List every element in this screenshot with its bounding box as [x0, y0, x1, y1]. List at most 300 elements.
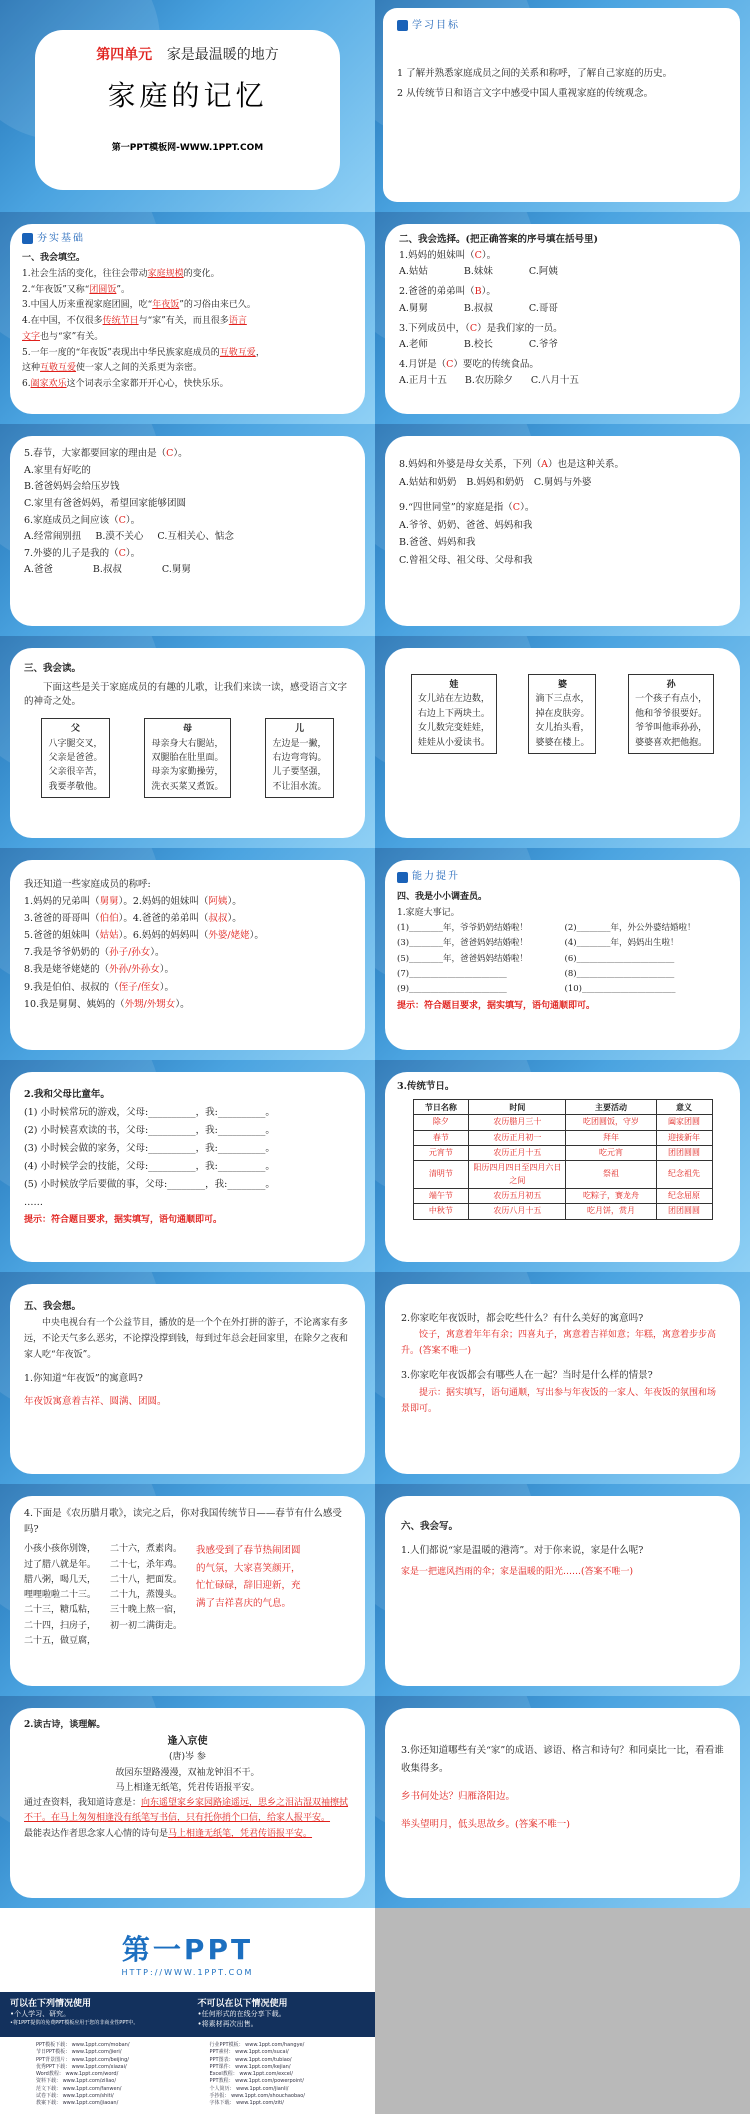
think-card	[10, 1284, 365, 1474]
poem-title: 逢入京使	[167, 1736, 208, 1748]
resource-link[interactable]: 教案下载： www.1ppt.com/jiaoan/	[36, 2100, 119, 2106]
link-columns	[0, 2042, 375, 2107]
rhyme-line: 洗衣买菜又煮饭。	[151, 781, 224, 792]
question	[399, 499, 726, 517]
question-line	[22, 314, 353, 330]
option: A.姑姑和奶奶	[399, 476, 457, 488]
slide-cover	[0, 0, 375, 212]
answer: C	[118, 514, 126, 526]
answer: 提示：据实填写，语句通顺，写出参与年夜饭的一家人、年夜饭的氛围和场景即可。	[401, 1387, 717, 1414]
event-line: (1)________年，爷爷奶奶结婚啦！	[397, 923, 529, 934]
resource-link[interactable]: 优秀PPT下载： www.1ppt.com/xiazai/	[36, 2063, 127, 2070]
answer: 饺子，寓意着年年有余；四喜丸子，寓意着吉祥如意；年糕，寓意着步步高升。(答案不唯一)	[401, 1330, 717, 1357]
section-tag	[397, 18, 460, 34]
q-text: 这个词表示全家都开开心心，快快乐乐。	[66, 379, 229, 389]
cover-card	[35, 30, 340, 190]
slide-poem	[0, 1696, 375, 1908]
rhyme-line: 我要孝敬他。	[48, 781, 103, 792]
slide-choice-2	[0, 424, 375, 636]
q-text: ）要吃的传统食品。	[453, 358, 539, 370]
slide-read-2	[375, 636, 750, 848]
q-text: ）。	[159, 964, 175, 976]
question	[24, 513, 351, 530]
question	[399, 284, 726, 300]
answer: B	[474, 286, 482, 298]
option: B.校长	[463, 338, 493, 350]
q-text: 通过查资料，我知道诗意是：	[24, 1798, 142, 1809]
write-card	[385, 1708, 740, 1898]
song-line: 三十晚上熬一宿，	[110, 1605, 183, 1616]
cell: 吃粽子，赛龙舟	[566, 1189, 656, 1204]
resource-link[interactable]: PPT素材： www.1ppt.com/sucai/	[209, 2049, 289, 2056]
title-line	[24, 927, 351, 944]
intro-text: 下面这些是关于家庭成员的有趣的儿歌，让我们来读一读，感受语言文字的神奇之处。	[24, 681, 348, 708]
answer: C	[469, 322, 478, 334]
q-text: ”的习俗由来已久。	[179, 300, 256, 311]
section-heading: 2.读古诗，谈理解。	[24, 1720, 106, 1730]
q-text: 最能表达作者思念家人心情的诗句是	[24, 1828, 169, 1839]
answer: 举头望明月，低头思故乡。(答案不唯一)	[401, 1819, 570, 1831]
question	[399, 357, 726, 373]
q-text: 9.我是伯伯、叔叔的（	[24, 981, 119, 993]
table-row	[413, 1204, 712, 1219]
question-line	[22, 298, 353, 314]
tag-label: 夯实基础	[37, 233, 85, 244]
rhyme-line: 母亲身大右腿站，	[151, 738, 224, 749]
table-row	[413, 1161, 712, 1189]
cell: 除夕	[413, 1115, 469, 1130]
column-header: 节日名称	[413, 1099, 469, 1114]
q-text: 3.下列成员中，（	[399, 322, 470, 334]
rhyme-box	[528, 674, 596, 754]
q-text: ）。2.妈妈的姐妹叫（	[118, 896, 209, 908]
cell: 祭祖	[566, 1161, 656, 1189]
rhyme-line: 女儿数完变娃娃，	[417, 723, 490, 734]
option: A.老师	[399, 338, 428, 350]
event-line: (7)_______________________	[397, 968, 507, 979]
answer: 伯伯	[99, 913, 119, 925]
event-line: (5)________年，爸爸妈妈结婚啦！	[397, 953, 529, 964]
option: A.家里有好吃的	[24, 464, 91, 476]
cell: 吃月饼，赏月	[566, 1204, 656, 1219]
slide-survey	[375, 848, 750, 1060]
option: B.农历除夕	[464, 375, 513, 387]
rhyme-line: 母亲为家勤操劳，	[151, 767, 224, 778]
option: C.爷爷	[528, 338, 558, 350]
song-line: 哩哩啦啦二十三。	[24, 1590, 97, 1601]
answer: 家是一把遮风挡雨的伞；家是温暖的阳光……(答案不唯一)	[401, 1567, 634, 1578]
cannot-heading: 不可以在以下情况使用	[197, 1999, 288, 2009]
question-line	[22, 361, 353, 377]
survey-card	[385, 860, 740, 1050]
rhyme-box	[41, 718, 109, 798]
cell: 农历正月初一	[469, 1130, 566, 1145]
compare-line: (1) 小时候常玩的游戏，父母:__________，我:__________。	[24, 1107, 275, 1119]
titles-card	[10, 860, 365, 1050]
q-text: ）。	[173, 448, 188, 459]
section-heading: 二、我会选择。(把正确答案的序号填在括号里)	[399, 234, 598, 245]
cell: 元宵节	[413, 1145, 469, 1160]
answer: 外孙/外孙女	[109, 964, 160, 976]
options	[24, 529, 351, 546]
answer: 阖家欢乐	[30, 379, 67, 389]
answer: 外婆/姥姥	[208, 930, 250, 942]
song-line: 二十三，糖瓜粘，	[24, 1605, 97, 1616]
rhyme-line: 一个孩子有点小，	[635, 694, 708, 705]
resource-link[interactable]: 试卷下载： www.1ppt.com/shiti/	[36, 2092, 114, 2099]
song-line: 二十五，做豆腐，	[24, 1636, 97, 1647]
option: C.互相关心、惦念	[157, 531, 234, 543]
resource-link[interactable]: Excel教程： www.1ppt.com/excel/	[209, 2071, 293, 2077]
rhyme-title: 婆	[557, 680, 567, 690]
question-line	[22, 267, 353, 283]
answer: 团圆饭	[89, 284, 117, 295]
rhyme-line: 父亲很辛苦，	[48, 767, 103, 778]
title-line	[24, 996, 351, 1013]
title-line	[24, 910, 351, 927]
section-heading: 2.我和父母比童年。	[24, 1089, 110, 1100]
q-text: ）。	[520, 502, 535, 514]
song-line: 小孩小孩你别馋，	[24, 1544, 97, 1555]
answer: 传统节日	[102, 316, 139, 326]
paragraph: 中央电视台有一个公益节目，播放的是一个个在外打拼的游子，不论离家有多远，不论天气多么恶劣，不论撑没撑到钱，每到过年总会赶回家里，在除夕之夜和家人吃“年夜饭”。	[24, 1318, 349, 1361]
usage-band	[0, 1992, 375, 2037]
options	[399, 337, 726, 353]
answer: 互敬互爱	[40, 363, 77, 374]
answer: 乡书何处达？归雁洛阳边。	[401, 1791, 516, 1803]
question	[24, 446, 351, 463]
brand-logo: 第一PPT	[121, 1933, 254, 1966]
rhyme-line: 婆婆在楼上。	[535, 737, 590, 748]
song-columns	[24, 1542, 351, 1649]
hint-text: 提示：符合题目要求，据实填写，语句通顺即可。	[397, 1000, 596, 1011]
rhyme-line: 爷爷叫他乖孙孙，	[635, 723, 708, 734]
q-text: ）。6.妈妈的妈妈叫（	[118, 930, 209, 942]
options	[399, 264, 726, 280]
compare-line: ……	[24, 1197, 43, 1209]
option: C.哥哥	[528, 302, 558, 314]
answer: 年夜饭寓意着吉祥、圆满、团圆。	[24, 1395, 167, 1407]
cell: 农历五月初五	[469, 1189, 566, 1204]
question-line	[22, 346, 353, 362]
write-card	[385, 1496, 740, 1686]
cannot-use	[188, 1992, 376, 2037]
can-use	[0, 1992, 188, 2037]
slide-choice-3	[375, 424, 750, 636]
option: B.妈妈和奶奶	[466, 476, 524, 488]
answer: C	[446, 358, 454, 370]
option: C.家里有爸爸妈妈，希望回家能够团圆	[24, 497, 186, 509]
question: 2.你家吃年夜饭时，都会吃些什么？有什么美好的寓意吗?	[401, 1313, 644, 1324]
option: A.经常闹别扭	[24, 531, 82, 543]
cell: 迎接新年	[656, 1130, 712, 1145]
can-item: •将1PPT提供的免费PPT模板应用于您的非商业性PPT中。	[10, 2020, 139, 2026]
meaning-line	[24, 1827, 351, 1842]
q-text: 使一家人之间的关系更为亲密。	[76, 363, 203, 374]
song-column	[110, 1542, 182, 1649]
q-text: ）。	[227, 913, 242, 925]
question	[399, 456, 726, 474]
goals-list	[397, 64, 726, 106]
option: B.妹妹	[463, 266, 493, 278]
slide-write-2	[375, 1696, 750, 1908]
section-tag	[397, 868, 460, 886]
option: A.爷爷、奶奶、爸爸、妈妈和我	[399, 519, 533, 531]
rhyme-title: 儿	[294, 724, 304, 735]
option: A.舅舅	[399, 302, 428, 314]
rhyme-box	[628, 674, 714, 754]
q-text: 6.家庭成员之间应该（	[24, 514, 119, 526]
rhyme-line: 右边弯弯钩。	[272, 752, 327, 763]
answer: 姑姑	[99, 930, 119, 942]
question: 1.你知道“年夜饭”的寓意吗?	[24, 1372, 143, 1384]
compare-line: (2) 小时候喜欢读的书，父母:__________，我:__________。	[24, 1125, 275, 1137]
table-row	[413, 1145, 712, 1160]
slide-write-1	[375, 1484, 750, 1696]
q-text: 4.在中国，不仅很多	[22, 316, 103, 326]
q-text: ）。	[150, 947, 165, 959]
cell: 春节	[413, 1130, 469, 1145]
slide-childhood	[0, 1060, 375, 1272]
choice-card	[385, 224, 740, 414]
resource-link[interactable]: PPT图表： www.1ppt.com/tubiao/	[209, 2056, 292, 2063]
title-line	[24, 893, 351, 910]
answer: 家庭规模	[147, 268, 184, 279]
rhyme-box	[411, 674, 497, 754]
slide-choice-1	[375, 212, 750, 424]
song-line: 腊八粥，喝几天，	[24, 1574, 97, 1585]
cannot-item: •将素材再次出售。	[197, 2020, 258, 2028]
cell: 纪念祖先	[656, 1161, 712, 1189]
choice-card	[10, 436, 365, 626]
q-text: ）是我们家的一员。	[477, 322, 563, 334]
song-line: 二十八，把面发。	[110, 1574, 183, 1585]
rhyme-title: 孙	[666, 680, 676, 690]
event-line: (3)________年，爸爸妈妈结婚啦！	[397, 938, 529, 949]
option: C.曾祖父母、祖父母、父母和我	[399, 554, 533, 566]
slide-credits	[0, 1908, 375, 2114]
rhyme-line: 右边上下两块土。	[417, 708, 490, 719]
compare-line: (3) 小时候会做的家务，父母:__________，我:__________。	[24, 1143, 275, 1155]
rhyme-title: 母	[182, 724, 192, 735]
read-card	[385, 648, 740, 838]
option: C.舅舅	[161, 564, 191, 576]
cell: 清明节	[413, 1161, 469, 1189]
option: B.爸爸、妈妈和我	[399, 537, 476, 549]
answer: 侄子/侄女	[118, 981, 160, 993]
q-text: ）。	[175, 998, 190, 1010]
square-icon	[397, 20, 408, 31]
cell: 农历八月十五	[469, 1204, 566, 1219]
rhyme-line: 儿子要坚强，	[272, 767, 327, 778]
song-column	[24, 1542, 96, 1649]
resource-link[interactable]: PPT模板下载： www.1ppt.com/moban/	[36, 2042, 130, 2048]
options	[399, 474, 726, 492]
answer: 互敬互爱	[219, 347, 256, 358]
answer: A	[541, 459, 548, 470]
q-text: ）。	[125, 514, 141, 526]
option: B.漠不关心	[95, 531, 144, 543]
answer: C	[166, 448, 174, 459]
cell: 阖家团圆	[656, 1115, 712, 1130]
q-text: 5.春节，大家都要回家的理由是（	[24, 448, 167, 459]
intro-text: 我还知道一些家庭成员的称呼:	[24, 879, 151, 890]
q-text: ，	[255, 347, 265, 358]
q-text: 2.“年夜饭”又称“	[22, 284, 90, 295]
can-item: •个人学习、研究。	[10, 2010, 71, 2018]
q-text: ）。	[125, 547, 141, 559]
resource-link[interactable]: PPT教程： www.1ppt.com/powerpoint/	[209, 2078, 304, 2085]
square-icon	[397, 872, 408, 883]
answer: C	[474, 250, 482, 262]
option: A.姑姑	[399, 266, 428, 278]
title-line	[24, 979, 351, 996]
q-text: 5.爸爸的姐妹叫（	[24, 930, 100, 942]
rhyme-boxes	[24, 718, 351, 798]
options	[24, 562, 351, 579]
hint-text: 提示：符合题目要求，据实填写，语句通顺即可。	[24, 1215, 223, 1226]
rhyme-title: 娃	[449, 680, 459, 690]
question	[399, 321, 726, 337]
page-title: 家庭的记忆	[107, 79, 268, 112]
resource-link[interactable]: 行业PPT模板： www.1ppt.com/hangye/	[209, 2042, 305, 2048]
option: B.叔叔	[92, 564, 122, 576]
question: 4.下面是《农历腊月歌》，读完之后，你对我国传统节日——春节有什么感受吗?	[24, 1508, 342, 1536]
q-text: ）也是这种关系。	[547, 459, 624, 470]
tag-label: 学习目标	[412, 20, 460, 31]
resource-link[interactable]: PPT课件： www.1ppt.com/kejian/	[209, 2063, 291, 2070]
answer: 文字	[22, 331, 41, 342]
rhyme-line: 他和爷爷很要好。	[635, 708, 708, 719]
resource-link[interactable]: 资料下载： www.1ppt.com/ziliao/	[36, 2078, 117, 2085]
compare-line: (5) 小时候放学后要做的事，父母:________，我:________。	[24, 1179, 275, 1191]
resource-link[interactable]: 字体下载： www.1ppt.com/ziti/	[209, 2100, 284, 2106]
slide-goals	[375, 0, 750, 212]
rhyme-line: 女儿站在左边数，	[417, 694, 490, 705]
festival-table	[413, 1099, 713, 1220]
section-heading: 五、我会想。	[24, 1301, 82, 1312]
slide-fill-in	[0, 212, 375, 424]
table-row	[413, 1189, 712, 1204]
table-row	[413, 1115, 712, 1130]
column-header: 意义	[656, 1099, 712, 1114]
q-text: ）。	[249, 930, 264, 942]
events-grid	[397, 921, 728, 997]
q-text: ）。4.爸爸的弟弟叫（	[118, 913, 209, 925]
cannot-item: •任何形式的在线分享下载。	[197, 2010, 286, 2018]
option: B.爸爸妈妈会给压岁钱	[24, 481, 120, 493]
rhyme-line: 双腿胎在肚里面。	[151, 752, 224, 763]
question-line	[22, 330, 353, 346]
resource-link[interactable]: PPT背景图片： www.1ppt.com/beijing/	[36, 2056, 129, 2063]
resource-link[interactable]: Word教程： www.1ppt.com/word/	[36, 2071, 119, 2077]
option: C.八月十五	[530, 375, 579, 387]
cell: 中秋节	[413, 1204, 469, 1219]
options	[399, 373, 726, 389]
answer: 我感受到了春节热闹团圆的气氛，大家喜笑颜开，忙忙碌碌，辞旧迎新，充满了吉祥喜庆的气息。	[196, 1545, 301, 1609]
slide-think-1	[0, 1272, 375, 1484]
q-text: 1.妈妈的姐妹叫（	[399, 250, 475, 262]
question: 3.你还知道哪些有关“家”的成语、谚语、格言和诗句？和同桌比一比，看看谁收集得多。	[401, 1745, 724, 1775]
q-text: 3.爸爸的哥哥叫（	[24, 913, 100, 925]
answer: 孙子/孙女	[109, 947, 151, 959]
song-line: 二十六，煮素肉。	[110, 1544, 183, 1555]
slide-festivals	[375, 1060, 750, 1272]
site-text: 第一PPT模板网-WWW.1PPT.COM	[111, 143, 264, 153]
cell: 农历腊月三十	[469, 1115, 566, 1130]
slide-song	[0, 1484, 375, 1696]
q-text: 7.外婆的儿子是我的（	[24, 547, 119, 559]
poem-author: (唐)岑 参	[169, 1752, 206, 1763]
q-text: 这种	[22, 363, 41, 374]
sub-heading: 1.家庭大事记。	[397, 907, 460, 918]
cell: 团团圆圆	[656, 1145, 712, 1160]
poem-line: 故园东望路漫漫，双袖龙钟泪不干。	[115, 1767, 260, 1778]
song-line: 二十七，杀年鸡。	[110, 1559, 183, 1570]
choice-card	[385, 436, 740, 626]
column-header: 主要活动	[566, 1099, 656, 1114]
brand-url: HTTP://WWW.1PPT.COM	[121, 1968, 254, 1977]
unit-title: 家是最温暖的地方	[166, 47, 279, 63]
resource-link[interactable]: 个人简历： www.1ppt.com/jianli/	[209, 2085, 289, 2092]
resource-link[interactable]: 手抄报： www.1ppt.com/shouchaobao/	[209, 2092, 305, 2099]
option: B.叔叔	[463, 302, 493, 314]
event-line: (4)________年，妈妈出生啦！	[564, 938, 679, 949]
cell: 纪念屈原	[656, 1189, 712, 1204]
title-line	[24, 944, 351, 961]
answer: 叔叔	[208, 913, 228, 925]
q-text: 2.爸爸的弟弟叫（	[399, 286, 475, 298]
cell: 阳历四月四日至四月六日之间	[469, 1161, 566, 1189]
poem-line: 马上相逢无纸笔，凭君传语报平安。	[115, 1782, 260, 1793]
question-line	[22, 283, 353, 299]
section-heading: 四、我是小小调查员。	[397, 891, 488, 902]
rhyme-line: 娃娃从小爱读书。	[417, 737, 490, 748]
answer: C	[512, 502, 521, 514]
q-text: 7.我是爷爷奶奶的（	[24, 947, 110, 959]
q-text: 10.我是舅舅、姨妈的（	[24, 998, 125, 1010]
q-text: 与“家”有关，而且很多	[138, 316, 229, 326]
resource-link[interactable]: 范文下载： www.1ppt.com/fanwen/	[36, 2085, 122, 2092]
section-heading: 一、我会填空。	[22, 253, 86, 263]
column-header: 时间	[469, 1099, 566, 1114]
answer: 舅舅	[99, 896, 119, 908]
q-text: ”。	[116, 284, 131, 295]
q-text: 9.“四世同堂”的家庭是指（	[399, 502, 513, 514]
think-card	[385, 1284, 740, 1474]
slide-read-1	[0, 636, 375, 848]
festivals-card	[385, 1072, 740, 1262]
section-heading: 三、我会读。	[24, 663, 82, 674]
slide-titles	[0, 848, 375, 1060]
rhyme-box	[144, 718, 230, 798]
poem-card	[10, 1708, 365, 1898]
question	[24, 546, 351, 563]
option: C.舅妈与外婆	[533, 476, 592, 488]
answer: 阿姨	[208, 896, 228, 908]
rhyme-box	[265, 718, 333, 798]
question: 1.人们都说“家是温暖的港湾”。对于你来说，家是什么呢?	[401, 1545, 644, 1557]
resource-link[interactable]: 节日PPT模板： www.1ppt.com/jieri/	[36, 2049, 122, 2056]
rhyme-line: 不让泪水流。	[272, 781, 327, 792]
meaning-line	[24, 1796, 351, 1827]
option: C.阿姨	[528, 266, 558, 278]
cell: 拜年	[566, 1130, 656, 1145]
childhood-card	[10, 1072, 365, 1262]
rhyme-title: 父	[70, 724, 80, 735]
song-line: 初一初二满街走。	[110, 1620, 183, 1631]
cell: 端午节	[413, 1189, 469, 1204]
